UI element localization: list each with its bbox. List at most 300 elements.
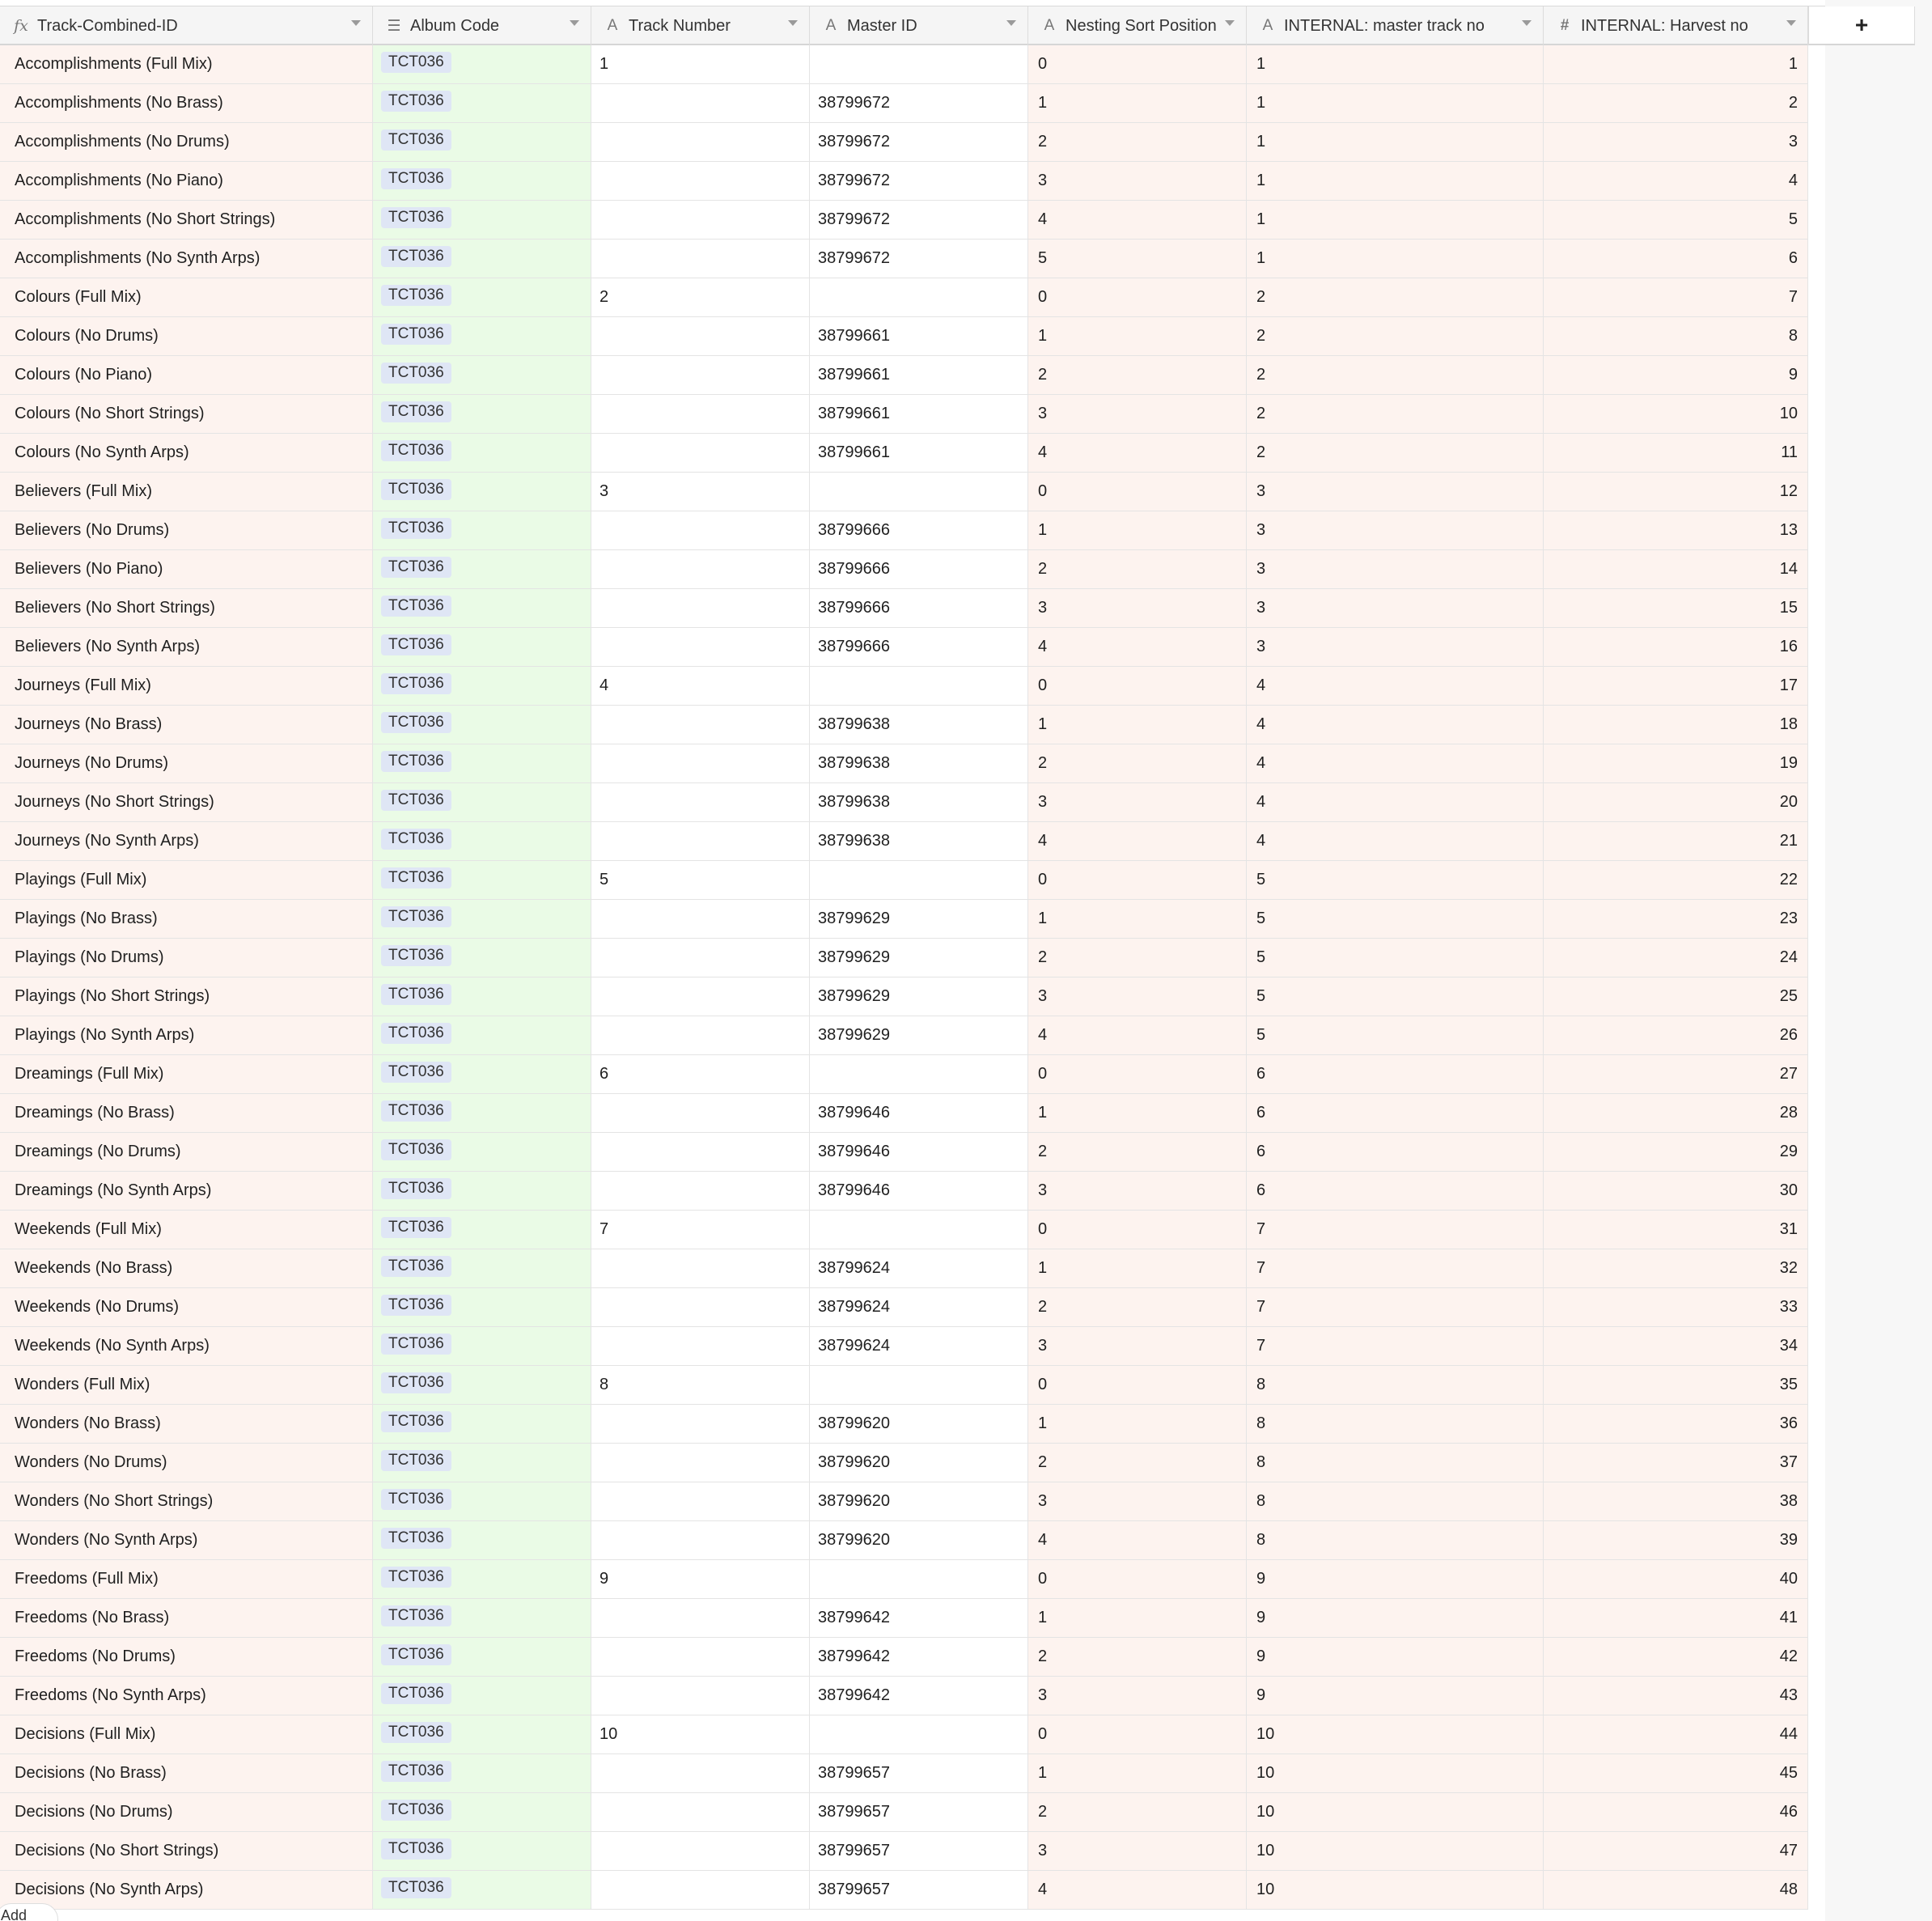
cell-track-number[interactable] [591,45,810,83]
cell-album-code[interactable] [373,1599,591,1637]
cell-nesting-sort-position[interactable] [1028,822,1247,860]
cell-album-code[interactable] [373,1055,591,1093]
cell-master-id[interactable] [810,1754,1028,1792]
cell-album-code[interactable] [373,1521,591,1559]
table-row[interactable] [0,84,1808,123]
cell-internal-master-track-no[interactable] [1247,162,1544,200]
cell-internal-master-track-no[interactable] [1247,667,1544,705]
cell-track-combined-id[interactable] [0,1211,373,1249]
cell-master-id[interactable] [810,45,1028,83]
table-row[interactable] [0,628,1808,667]
cell-internal-harvest-no[interactable] [1544,317,1808,355]
cell-internal-harvest-no[interactable] [1544,1560,1808,1598]
cell-nesting-sort-position[interactable] [1028,706,1247,744]
cell-nesting-sort-position[interactable] [1028,1133,1247,1171]
cell-track-combined-id[interactable] [0,1871,373,1909]
cell-album-code[interactable] [373,822,591,860]
cell-internal-harvest-no[interactable] [1544,123,1808,161]
cell-album-code[interactable] [373,240,591,278]
cell-track-combined-id[interactable] [0,1327,373,1365]
cell-track-combined-id[interactable] [0,667,373,705]
table-row[interactable] [0,356,1808,395]
cell-internal-harvest-no[interactable] [1544,900,1808,938]
cell-track-number[interactable] [591,1211,810,1249]
table-row[interactable] [0,1560,1808,1599]
cell-track-number[interactable] [591,1715,810,1753]
cell-album-code[interactable] [373,1249,591,1287]
cell-nesting-sort-position[interactable] [1028,511,1247,549]
table-row[interactable] [0,977,1808,1016]
cell-track-number[interactable] [591,1444,810,1482]
cell-nesting-sort-position[interactable] [1028,628,1247,666]
cell-track-combined-id[interactable] [0,1444,373,1482]
cell-internal-harvest-no[interactable] [1544,1754,1808,1792]
cell-album-code[interactable] [373,1677,591,1715]
cell-track-number[interactable] [591,744,810,782]
chevron-down-icon[interactable] [788,20,798,26]
table-row[interactable] [0,1172,1808,1211]
cell-track-number[interactable] [591,84,810,122]
cell-album-code[interactable] [373,550,591,588]
cell-internal-harvest-no[interactable] [1544,1521,1808,1559]
cell-internal-harvest-no[interactable] [1544,1327,1808,1365]
cell-internal-harvest-no[interactable] [1544,278,1808,316]
cell-internal-master-track-no[interactable] [1247,1172,1544,1210]
cell-internal-master-track-no[interactable] [1247,240,1544,278]
table-row[interactable] [0,1754,1808,1793]
cell-internal-master-track-no[interactable] [1247,628,1544,666]
table-row[interactable] [0,1288,1808,1327]
cell-track-combined-id[interactable] [0,1560,373,1598]
cell-internal-master-track-no[interactable] [1247,1444,1544,1482]
cell-nesting-sort-position[interactable] [1028,473,1247,511]
cell-internal-master-track-no[interactable] [1247,1521,1544,1559]
cell-internal-master-track-no[interactable] [1247,278,1544,316]
cell-track-number[interactable] [591,473,810,511]
cell-nesting-sort-position[interactable] [1028,1094,1247,1132]
cell-track-number[interactable] [591,201,810,239]
column-header-nesting-sort-position[interactable] [1028,6,1247,45]
cell-master-id[interactable] [810,1133,1028,1171]
cell-track-number[interactable] [591,1405,810,1443]
cell-internal-harvest-no[interactable] [1544,822,1808,860]
cell-album-code[interactable] [373,861,591,899]
cell-internal-master-track-no[interactable] [1247,1288,1544,1326]
cell-nesting-sort-position[interactable] [1028,1055,1247,1093]
cell-internal-harvest-no[interactable] [1544,356,1808,394]
table-row[interactable] [0,900,1808,939]
cell-internal-harvest-no[interactable] [1544,1638,1808,1676]
cell-internal-master-track-no[interactable] [1247,201,1544,239]
cell-album-code[interactable] [373,1172,591,1210]
cell-album-code[interactable] [373,45,591,83]
cell-track-combined-id[interactable] [0,45,373,83]
cell-internal-harvest-no[interactable] [1544,1288,1808,1326]
table-row[interactable] [0,822,1808,861]
cell-master-id[interactable] [810,1715,1028,1753]
cell-master-id[interactable] [810,1366,1028,1404]
cell-track-combined-id[interactable] [0,550,373,588]
table-row[interactable] [0,1521,1808,1560]
table-row[interactable] [0,589,1808,628]
cell-album-code[interactable] [373,1482,591,1520]
cell-internal-master-track-no[interactable] [1247,900,1544,938]
cell-track-combined-id[interactable] [0,1754,373,1792]
cell-nesting-sort-position[interactable] [1028,240,1247,278]
cell-track-number[interactable] [591,1754,810,1792]
cell-master-id[interactable] [810,744,1028,782]
table-row[interactable] [0,550,1808,589]
cell-internal-harvest-no[interactable] [1544,550,1808,588]
cell-master-id[interactable] [810,1094,1028,1132]
table-row[interactable] [0,1793,1808,1832]
cell-internal-master-track-no[interactable] [1247,1677,1544,1715]
cell-nesting-sort-position[interactable] [1028,589,1247,627]
cell-internal-harvest-no[interactable] [1544,240,1808,278]
cell-internal-harvest-no[interactable] [1544,1677,1808,1715]
cell-album-code[interactable] [373,1832,591,1870]
cell-internal-master-track-no[interactable] [1247,1211,1544,1249]
cell-internal-harvest-no[interactable] [1544,1715,1808,1753]
cell-album-code[interactable] [373,473,591,511]
cell-track-combined-id[interactable] [0,1482,373,1520]
cell-master-id[interactable] [810,356,1028,394]
cell-album-code[interactable] [373,1133,591,1171]
cell-internal-harvest-no[interactable] [1544,744,1808,782]
cell-track-number[interactable] [591,356,810,394]
cell-album-code[interactable] [373,628,591,666]
cell-track-combined-id[interactable] [0,240,373,278]
cell-internal-harvest-no[interactable] [1544,706,1808,744]
cell-nesting-sort-position[interactable] [1028,1715,1247,1753]
cell-track-combined-id[interactable] [0,1599,373,1637]
cell-nesting-sort-position[interactable] [1028,1832,1247,1870]
cell-nesting-sort-position[interactable] [1028,744,1247,782]
cell-internal-master-track-no[interactable] [1247,1871,1544,1909]
cell-internal-master-track-no[interactable] [1247,706,1544,744]
cell-master-id[interactable] [810,1249,1028,1287]
cell-internal-master-track-no[interactable] [1247,84,1544,122]
cell-nesting-sort-position[interactable] [1028,939,1247,977]
cell-track-number[interactable] [591,317,810,355]
cell-internal-harvest-no[interactable] [1544,1482,1808,1520]
cell-track-number[interactable] [591,900,810,938]
cell-album-code[interactable] [373,1871,591,1909]
table-row[interactable] [0,1366,1808,1405]
cell-nesting-sort-position[interactable] [1028,1754,1247,1792]
cell-album-code[interactable] [373,123,591,161]
table-row[interactable] [0,744,1808,783]
cell-master-id[interactable] [810,1599,1028,1637]
cell-internal-master-track-no[interactable] [1247,395,1544,433]
cell-track-combined-id[interactable] [0,1715,373,1753]
cell-internal-master-track-no[interactable] [1247,861,1544,899]
cell-album-code[interactable] [373,744,591,782]
table-row[interactable] [0,1444,1808,1482]
cell-track-number[interactable] [591,1560,810,1598]
cell-album-code[interactable] [373,900,591,938]
cell-track-combined-id[interactable] [0,201,373,239]
cell-album-code[interactable] [373,434,591,472]
cell-album-code[interactable] [373,317,591,355]
cell-master-id[interactable] [810,1405,1028,1443]
cell-internal-master-track-no[interactable] [1247,977,1544,1016]
cell-album-code[interactable] [373,589,591,627]
table-row[interactable] [0,317,1808,356]
cell-track-combined-id[interactable] [0,1793,373,1831]
cell-nesting-sort-position[interactable] [1028,1288,1247,1326]
cell-internal-master-track-no[interactable] [1247,123,1544,161]
cell-track-number[interactable] [591,1133,810,1171]
cell-internal-master-track-no[interactable] [1247,589,1544,627]
table-row[interactable] [0,1249,1808,1288]
cell-master-id[interactable] [810,1055,1028,1093]
cell-album-code[interactable] [373,1793,591,1831]
chevron-down-icon[interactable] [570,20,579,26]
cell-internal-master-track-no[interactable] [1247,1055,1544,1093]
cell-master-id[interactable] [810,240,1028,278]
cell-internal-harvest-no[interactable] [1544,1172,1808,1210]
cell-track-combined-id[interactable] [0,511,373,549]
cell-master-id[interactable] [810,1172,1028,1210]
cell-internal-master-track-no[interactable] [1247,1793,1544,1831]
cell-nesting-sort-position[interactable] [1028,317,1247,355]
cell-track-combined-id[interactable] [0,822,373,860]
cell-album-code[interactable] [373,511,591,549]
cell-album-code[interactable] [373,939,591,977]
cell-master-id[interactable] [810,589,1028,627]
cell-track-combined-id[interactable] [0,317,373,355]
cell-internal-master-track-no[interactable] [1247,1327,1544,1365]
cell-master-id[interactable] [810,123,1028,161]
cell-internal-master-track-no[interactable] [1247,434,1544,472]
cell-album-code[interactable] [373,1715,591,1753]
cell-nesting-sort-position[interactable] [1028,550,1247,588]
table-row[interactable] [0,1133,1808,1172]
cell-track-combined-id[interactable] [0,278,373,316]
cell-album-code[interactable] [373,356,591,394]
cell-track-combined-id[interactable] [0,1133,373,1171]
cell-track-combined-id[interactable] [0,1677,373,1715]
cell-internal-master-track-no[interactable] [1247,1638,1544,1676]
cell-track-combined-id[interactable] [0,861,373,899]
cell-internal-master-track-no[interactable] [1247,317,1544,355]
cell-track-number[interactable] [591,1871,810,1909]
cell-internal-harvest-no[interactable] [1544,84,1808,122]
cell-internal-master-track-no[interactable] [1247,1754,1544,1792]
cell-master-id[interactable] [810,706,1028,744]
cell-internal-master-track-no[interactable] [1247,45,1544,83]
column-header-track-combined-id[interactable] [0,6,373,45]
cell-internal-master-track-no[interactable] [1247,1715,1544,1753]
cell-track-number[interactable] [591,1793,810,1831]
cell-track-number[interactable] [591,1599,810,1637]
table-row[interactable] [0,1832,1808,1871]
cell-track-number[interactable] [591,1288,810,1326]
cell-album-code[interactable] [373,1754,591,1792]
cell-nesting-sort-position[interactable] [1028,1560,1247,1598]
cell-track-combined-id[interactable] [0,162,373,200]
table-row[interactable] [0,1405,1808,1444]
chevron-down-icon[interactable] [1225,20,1235,26]
cell-track-number[interactable] [591,1327,810,1365]
cell-track-combined-id[interactable] [0,939,373,977]
cell-album-code[interactable] [373,1211,591,1249]
cell-track-number[interactable] [591,123,810,161]
cell-master-id[interactable] [810,939,1028,977]
cell-track-combined-id[interactable] [0,589,373,627]
cell-track-number[interactable] [591,1638,810,1676]
cell-master-id[interactable] [810,1677,1028,1715]
cell-master-id[interactable] [810,977,1028,1016]
cell-track-number[interactable] [591,1055,810,1093]
cell-track-number[interactable] [591,1832,810,1870]
cell-internal-harvest-no[interactable] [1544,473,1808,511]
cell-nesting-sort-position[interactable] [1028,45,1247,83]
cell-internal-harvest-no[interactable] [1544,977,1808,1016]
cell-nesting-sort-position[interactable] [1028,1599,1247,1637]
cell-internal-master-track-no[interactable] [1247,939,1544,977]
cell-track-combined-id[interactable] [0,744,373,782]
cell-internal-harvest-no[interactable] [1544,1055,1808,1093]
table-row[interactable] [0,45,1808,84]
cell-track-number[interactable] [591,939,810,977]
cell-album-code[interactable] [373,395,591,433]
cell-internal-harvest-no[interactable] [1544,162,1808,200]
cell-nesting-sort-position[interactable] [1028,1172,1247,1210]
cell-track-combined-id[interactable] [0,1016,373,1054]
cell-track-combined-id[interactable] [0,1172,373,1210]
cell-track-number[interactable] [591,550,810,588]
cell-nesting-sort-position[interactable] [1028,861,1247,899]
chevron-down-icon[interactable] [1786,20,1796,26]
cell-nesting-sort-position[interactable] [1028,1366,1247,1404]
table-row[interactable] [0,162,1808,201]
cell-internal-harvest-no[interactable] [1544,434,1808,472]
table-row[interactable] [0,278,1808,317]
cell-nesting-sort-position[interactable] [1028,1871,1247,1909]
cell-internal-harvest-no[interactable] [1544,861,1808,899]
cell-track-combined-id[interactable] [0,84,373,122]
cell-internal-harvest-no[interactable] [1544,1832,1808,1870]
cell-internal-harvest-no[interactable] [1544,1366,1808,1404]
table-row[interactable] [0,240,1808,278]
cell-internal-master-track-no[interactable] [1247,1366,1544,1404]
cell-track-number[interactable] [591,1249,810,1287]
cell-track-number[interactable] [591,667,810,705]
cell-internal-harvest-no[interactable] [1544,1211,1808,1249]
table-row[interactable] [0,1599,1808,1638]
table-row[interactable] [0,1211,1808,1249]
cell-internal-master-track-no[interactable] [1247,1832,1544,1870]
cell-master-id[interactable] [810,162,1028,200]
cell-album-code[interactable] [373,1444,591,1482]
cell-master-id[interactable] [810,1793,1028,1831]
cell-album-code[interactable] [373,977,591,1016]
cell-track-combined-id[interactable] [0,628,373,666]
cell-track-number[interactable] [591,1172,810,1210]
cell-album-code[interactable] [373,1016,591,1054]
column-header-track-number[interactable] [591,6,810,45]
cell-track-combined-id[interactable] [0,434,373,472]
cell-nesting-sort-position[interactable] [1028,1405,1247,1443]
cell-nesting-sort-position[interactable] [1028,1677,1247,1715]
cell-internal-master-track-no[interactable] [1247,1133,1544,1171]
cell-track-number[interactable] [591,1521,810,1559]
cell-track-combined-id[interactable] [0,977,373,1016]
cell-nesting-sort-position[interactable] [1028,356,1247,394]
cell-master-id[interactable] [810,783,1028,821]
cell-master-id[interactable] [810,395,1028,433]
cell-track-number[interactable] [591,162,810,200]
cell-internal-harvest-no[interactable] [1544,395,1808,433]
cell-internal-harvest-no[interactable] [1544,1405,1808,1443]
cell-track-number[interactable] [591,589,810,627]
cell-master-id[interactable] [810,1871,1028,1909]
column-header-master-id[interactable] [810,6,1028,45]
cell-master-id[interactable] [810,1521,1028,1559]
cell-internal-master-track-no[interactable] [1247,511,1544,549]
cell-track-combined-id[interactable] [0,356,373,394]
cell-internal-master-track-no[interactable] [1247,550,1544,588]
cell-track-combined-id[interactable] [0,395,373,433]
cell-internal-master-track-no[interactable] [1247,1599,1544,1637]
table-row[interactable] [0,1327,1808,1366]
cell-nesting-sort-position[interactable] [1028,1016,1247,1054]
cell-track-number[interactable] [591,706,810,744]
cell-nesting-sort-position[interactable] [1028,84,1247,122]
add-field-button[interactable]: + [1808,6,1915,45]
cell-master-id[interactable] [810,317,1028,355]
table-row[interactable] [0,1055,1808,1094]
cell-master-id[interactable] [810,511,1028,549]
cell-internal-harvest-no[interactable] [1544,939,1808,977]
cell-album-code[interactable] [373,1405,591,1443]
table-row[interactable] [0,706,1808,744]
cell-master-id[interactable] [810,1638,1028,1676]
cell-nesting-sort-position[interactable] [1028,395,1247,433]
cell-internal-master-track-no[interactable] [1247,1405,1544,1443]
cell-album-code[interactable] [373,1560,591,1598]
column-header-internal-master-track-no[interactable] [1247,6,1544,45]
table-row[interactable] [0,939,1808,977]
cell-album-code[interactable] [373,1094,591,1132]
table-row[interactable] [0,395,1808,434]
cell-track-number[interactable] [591,511,810,549]
cell-master-id[interactable] [810,1016,1028,1054]
table-row[interactable] [0,1638,1808,1677]
cell-internal-harvest-no[interactable] [1544,201,1808,239]
cell-internal-harvest-no[interactable] [1544,1016,1808,1054]
cell-master-id[interactable] [810,667,1028,705]
cell-album-code[interactable] [373,1638,591,1676]
cell-nesting-sort-position[interactable] [1028,1211,1247,1249]
cell-master-id[interactable] [810,822,1028,860]
cell-track-number[interactable] [591,977,810,1016]
table-row[interactable] [0,1016,1808,1055]
cell-internal-harvest-no[interactable] [1544,1133,1808,1171]
cell-nesting-sort-position[interactable] [1028,1444,1247,1482]
cell-track-combined-id[interactable] [0,900,373,938]
cell-track-number[interactable] [591,861,810,899]
cell-master-id[interactable] [810,861,1028,899]
table-row[interactable] [0,1871,1808,1910]
cell-master-id[interactable] [810,1288,1028,1326]
cell-master-id[interactable] [810,201,1028,239]
cell-master-id[interactable] [810,1327,1028,1365]
cell-nesting-sort-position[interactable] [1028,1249,1247,1287]
chevron-down-icon[interactable] [1006,20,1016,26]
